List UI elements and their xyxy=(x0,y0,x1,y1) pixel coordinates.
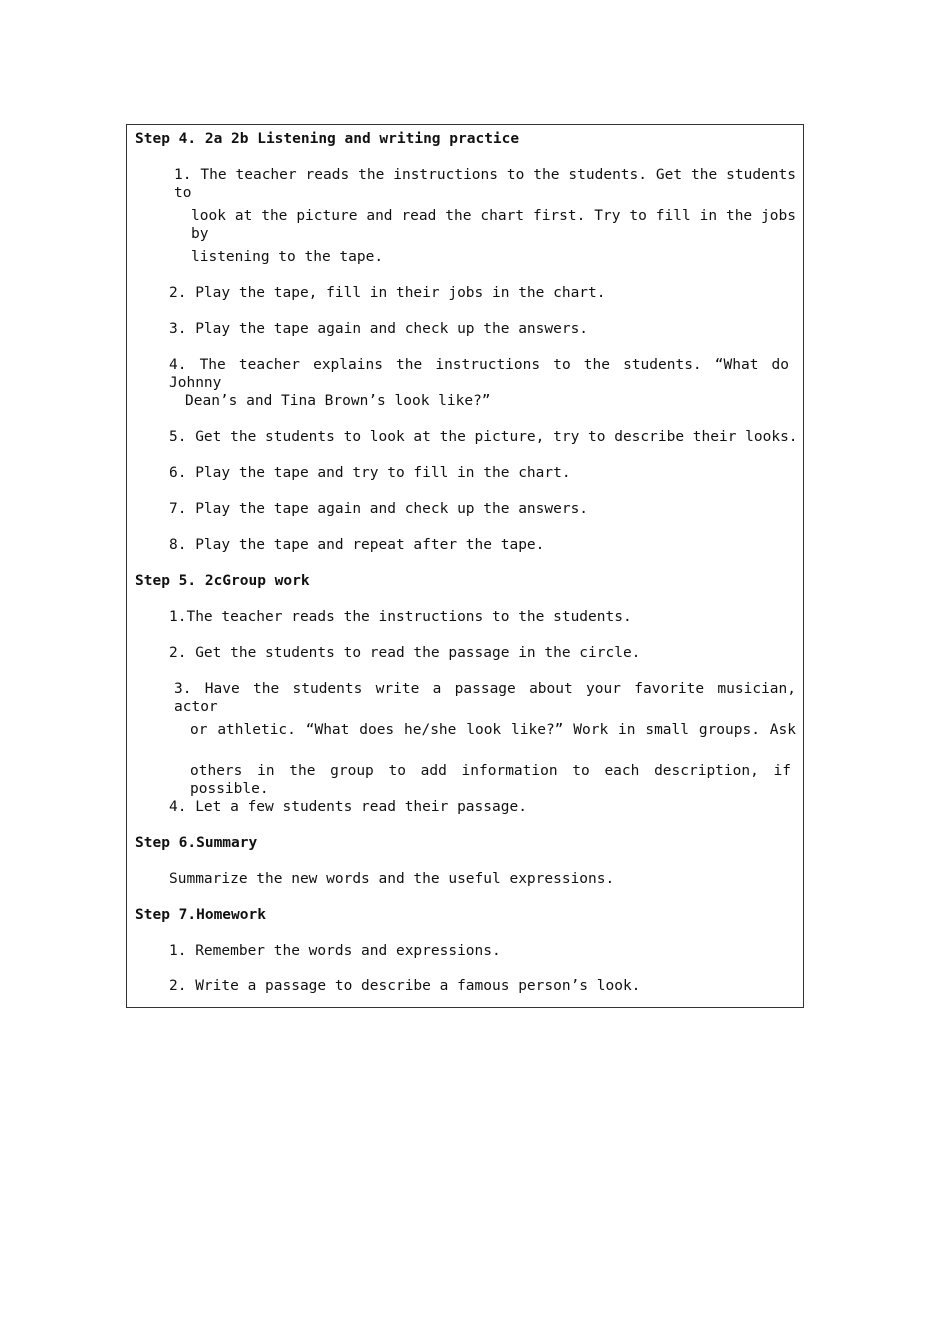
lesson-plan-box xyxy=(126,124,804,1008)
step-4-heading: Step 4. 2a 2b Listening and writing practice xyxy=(135,131,520,147)
step-4-item-1-line-1: 1. The teacher reads the instructions to the students. Get the students to xyxy=(174,167,796,201)
step-4-item-1-line-2: look at the picture and read the chart first. Try to fill in the jobs by xyxy=(191,208,796,242)
step-5-item-3-line-3: others in the group to add information to each description, if possible. xyxy=(190,763,791,797)
step-5-item-3-line-2: or athletic. “What does he/she look like?” Work in small groups. Ask xyxy=(190,722,796,738)
step-5-item-4: 4. Let a few students read their passage. xyxy=(169,799,527,815)
step-4-item-3: 3. Play the tape again and check up the answers. xyxy=(169,321,589,337)
step-4-item-8: 8. Play the tape and repeat after the tape. xyxy=(169,537,545,553)
step-4-item-6: 6. Play the tape and try to fill in the chart. xyxy=(169,465,571,481)
step-5-heading: Step 5. 2cGroup work xyxy=(135,573,310,589)
step-6-heading: Step 6.Summary xyxy=(135,835,258,851)
step-5-item-3-line-1: 3. Have the students write a passage about your favorite musician, actor xyxy=(174,681,796,715)
step-4-item-7: 7. Play the tape again and check up the answers. xyxy=(169,501,589,517)
step-4-item-1-line-3: listening to the tape. xyxy=(191,249,384,265)
step-6-item-1: Summarize the new words and the useful expressions. xyxy=(169,871,615,887)
step-4-item-4-line-1: 4. The teacher explains the instructions to the students. “What do Johnny xyxy=(169,357,789,391)
step-4-item-5: 5. Get the students to look at the picture, try to describe their looks. xyxy=(169,429,798,445)
step-4-item-2: 2. Play the tape, fill in their jobs in the chart. xyxy=(169,285,606,301)
step-5-item-2: 2. Get the students to read the passage in the circle. xyxy=(169,645,641,661)
step-7-item-2: 2. Write a passage to describe a famous person’s look. xyxy=(169,978,641,994)
step-5-item-1: 1.The teacher reads the instructions to the students. xyxy=(169,609,632,625)
step-7-heading: Step 7.Homework xyxy=(135,907,266,923)
step-4-item-4-line-2: Dean’s and Tina Brown’s look like?” xyxy=(185,393,491,409)
step-7-item-1: 1. Remember the words and expressions. xyxy=(169,943,501,959)
